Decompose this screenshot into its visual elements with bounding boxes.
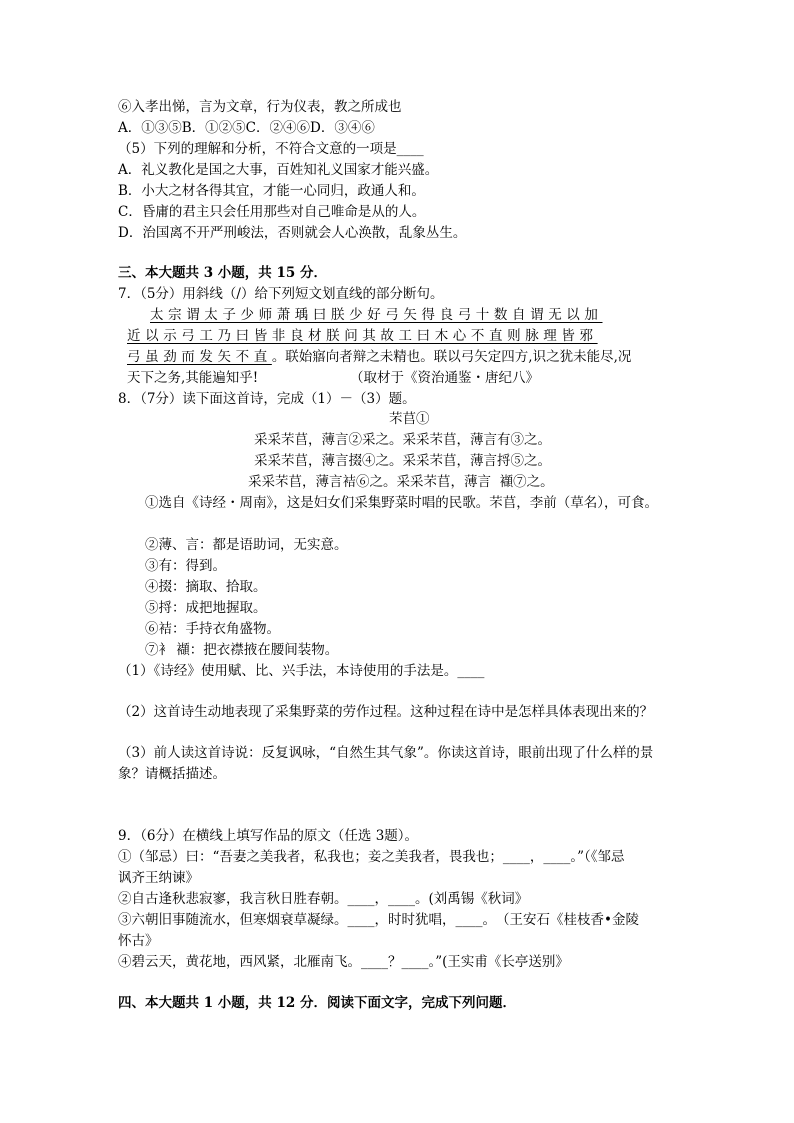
- q5-5-stem: （5）下列的理解和分析，不符合文意的一项是____: [118, 141, 424, 157]
- q8-sub1: （1）《诗经》使用赋、比、兴手法，本诗使用的手法是。____: [118, 663, 485, 679]
- q5-5-option-a: A．礼义教化是国之大事，百姓知礼义国家才能兴盛。: [118, 162, 439, 178]
- poem-line-3: 采采芣苢，薄言袺⑥之。采采芣苢，薄言 ​ 襭⑦之。: [248, 474, 554, 490]
- q5-5-option-c: C．昏庸的君主只会任用那些对自己唯命是从的人。: [118, 204, 426, 220]
- poem-note-2: ②薄、言：都是语助词，无实意。: [145, 537, 348, 553]
- q7-passage-line3: [127, 347, 631, 367]
- q7-source: （取材于《资治通鉴・唐纪八》: [350, 370, 539, 386]
- q7-passage-line3-underlined: 弓虽劲而发矢不直: [127, 349, 272, 365]
- q5-choices-text: A．①③⑤B．①②⑤C．②④⑥D．③④⑥: [118, 120, 375, 136]
- poem-note-4: ④掇：摘取、拾取。: [145, 579, 267, 595]
- q7-passage-line2: 近以示弓工乃曰皆非良材朕问其故工曰木心不直则脉理皆邪: [127, 328, 598, 344]
- q9-item3-line2: 怀古》: [118, 933, 159, 949]
- poem-line-1: 采采芣苢，薄言②采之。采采芣苢，薄言有③之。: [254, 432, 551, 448]
- q7-passage-line4: 天下之务,其能遍知乎!: [127, 370, 259, 386]
- q9-item3-line1: ③六朝旧事随流水，但寒烟衰草凝绿。____，时时犹唱，____。 （王安石《桂枝香•金陵: [118, 912, 639, 928]
- section4-heading: 四、本大题共 1 小题，共 12 分．阅读下面文字，完成下列问题．: [118, 995, 516, 1011]
- poem-note-3: ③有：得到。: [145, 558, 226, 574]
- poem-title: 芣苢①: [389, 411, 430, 427]
- q8-stem: 8．（7分）读下面这首诗，完成（1）－（3）题。: [118, 391, 416, 407]
- q5-5-option-d: D．治国离不开严刑峻法，否则就会人心涣散，乱象丛生。: [118, 225, 467, 241]
- q5-5-option-b: B．小大之材各得其宜，才能一心同归，政通人和。: [118, 183, 425, 199]
- poem-note-1: ①选自《诗经・周南》，这是妇女们采集野菜时唱的民歌。芣苢，李前（草名），可食。: [145, 495, 658, 511]
- q9-item2: ②自古逢秋悲寂寥，我言秋日胜春朝。____，____。(刘禹锡《秋词》: [118, 891, 529, 907]
- q9-item1-line2: 讽齐王纳谏》: [118, 870, 199, 886]
- q7-passage-line3-rest: 。联始寤向者辩之未精也。联以弓矢定四方,识之犹未能尽,况: [271, 349, 632, 365]
- q5-option6-text: ⑥入孝出悌，言为文章，行为仪表，教之所成也: [118, 99, 402, 115]
- poem-note-7: ⑦衤 襭：把衣襟掖在腰间装物。: [145, 642, 339, 658]
- q9-stem: 9．（6分）在横线上填写作品的原文（任选 3题）。: [118, 828, 419, 844]
- section3-heading: 三、本大题共 3 小题，共 15 分．: [118, 265, 327, 281]
- q8-sub3-line1: （3）前人读这首诗说：反复讽咏，“自然生其气象”。你读这首诗，眼前出现了什么样的景: [118, 745, 654, 761]
- q9-item4: ④碧云天，黄花地，西风紧，北雁南飞。____？____。”(王实甫《长亭送别》: [118, 954, 569, 970]
- q7-passage-line1: 太宗谓太子少师萧瑀曰朕少好弓矢得良弓十数自谓无以加: [150, 307, 603, 323]
- q9-item1-line1: ①（邹忌）曰：“吾妻之美我者，私我也；妾之美我者，畏我也；____，____。”（《邹忌: [118, 849, 625, 865]
- poem-note-5: ⑤捋：成把地握取。: [145, 600, 267, 616]
- poem-line-2: 采采芣苢，薄言掇④之。采采芣苢，薄言捋⑤之。: [254, 453, 551, 469]
- poem-note-6: ⑥袺：手持衣角盛物。: [145, 621, 280, 637]
- q8-sub3-line2: 象？请概括描述。: [118, 766, 226, 782]
- q8-sub2: （2）这首诗生动地表现了采集野菜的劳作过程。这种过程在诗中是怎样具体表现出来的？: [118, 704, 654, 720]
- q7-stem: 7．（5分）用斜线（/）给下列短文划直线的部分断句。: [118, 286, 444, 302]
